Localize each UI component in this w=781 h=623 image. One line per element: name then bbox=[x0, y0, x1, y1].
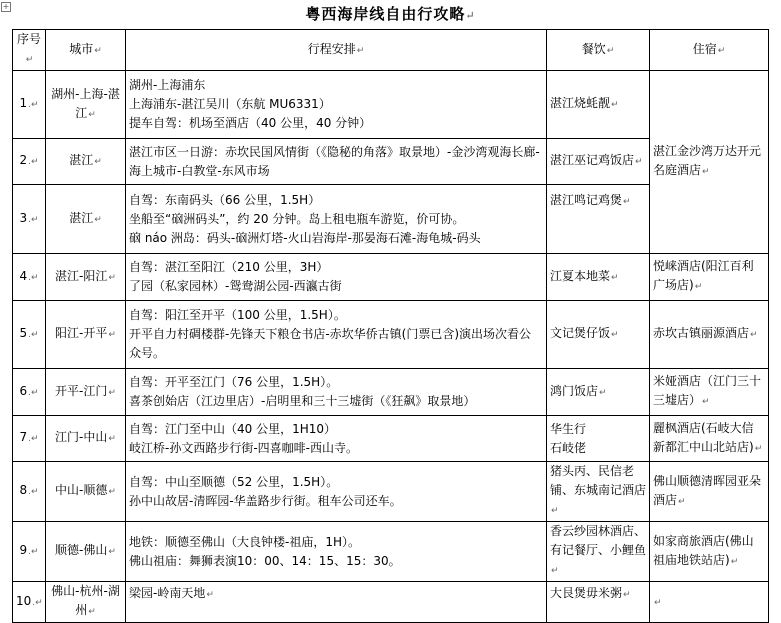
cell-hotel: 赤坎古镇丽源酒店↵ bbox=[650, 301, 769, 369]
cell-city: 江门-中山↵ bbox=[46, 416, 126, 462]
cell-city: 湛江↵ bbox=[46, 139, 126, 185]
paragraph-mark-icon: ↵ bbox=[465, 9, 476, 22]
cell-city: 阳江-开平↵ bbox=[46, 301, 126, 369]
table-row bbox=[13, 369, 769, 416]
cell-city: 中山-顺德↵ bbox=[46, 462, 126, 522]
cell-hotel: 佛山顺德清晖园亚朵酒店↵ bbox=[650, 462, 769, 522]
cell-itinerary: 湛江市区一日游：赤坎民国风情街（《隐秘的角落》取景地）-金沙湾观海长廊-海上城市-白教堂-东风市场 bbox=[126, 139, 547, 185]
table-row bbox=[13, 522, 769, 582]
cell-city: 佛山-杭州-湖州↵ bbox=[46, 582, 126, 623]
header-city: 城市↵ bbox=[46, 30, 126, 71]
itinerary-table bbox=[12, 29, 769, 623]
header-hotel: 住宿↵ bbox=[650, 30, 769, 71]
cell-city: 湖州-上海-湛江↵ bbox=[46, 71, 126, 139]
cell-itinerary: 自驾：中山至顺德（52 公里，1.5H）。 孙中山故居-清晖园-华盖路步行街。租车公司还车。 bbox=[126, 462, 547, 522]
cell-food: 湛江巫记鸡饭店↵ bbox=[547, 139, 650, 185]
cell-no: 5.↵ bbox=[13, 301, 46, 369]
cell-food: 猪头丙、民信老铺、东城南记酒店↵ bbox=[547, 462, 650, 522]
table-row bbox=[13, 254, 769, 301]
cell-no: 2.↵ bbox=[13, 139, 46, 185]
cell-no: 4.↵ bbox=[13, 254, 46, 301]
cell-hotel-merged: 湛江金沙湾万达开元名庭酒店↵ bbox=[650, 71, 769, 254]
cell-city: 湛江↵ bbox=[46, 185, 126, 254]
header-food: 餐饮↵ bbox=[547, 30, 650, 71]
table-row bbox=[13, 416, 769, 462]
table-row bbox=[13, 71, 769, 139]
title-text: 粤西海岸线自由行攻略 bbox=[305, 5, 466, 23]
cell-itinerary: 自驾：开平至江门（76 公里，1.5H）。 喜茶创始店（江边里店）-启明里和三十三墟街（《狂飙》取景地） bbox=[126, 369, 547, 416]
cell-itinerary: 自驾：东南码头（66 公里，1.5H） 坐船至“硇洲码头”，约 20 分钟。岛上租电瓶车游览，价可协。 硇 náo 洲岛：码头-硇洲灯塔-火山岩海岸-那晏海石滩-海龟城-码头 bbox=[126, 185, 547, 254]
cell-hotel: 麗枫酒店(石岐大信新都汇中山北站店)↵ bbox=[650, 416, 769, 462]
page-title bbox=[0, 3, 781, 24]
cell-food: 大艮煲毋米粥↵ bbox=[547, 582, 650, 623]
cell-food: 香云纱园林酒店、有记餐厅、小鲤鱼↵ bbox=[547, 522, 650, 582]
cell-no: 8.↵ bbox=[13, 462, 46, 522]
cell-food: 华生行 石岐佬 bbox=[547, 416, 650, 462]
table-anchor-icon[interactable]: + bbox=[2, 2, 10, 11]
cell-food: 湛江烧蚝靓↵ bbox=[547, 71, 650, 139]
cell-hotel: 如家商旅酒店(佛山祖庙地铁站店)↵ bbox=[650, 522, 769, 582]
cell-itinerary: 湖州-上海浦东 上海浦东-湛江吴川（东航 MU6331） 提车自驾：机场至酒店（40 公里，40 分钟） bbox=[126, 71, 547, 139]
cell-no: 1.↵ bbox=[13, 71, 46, 139]
table-row bbox=[13, 301, 769, 369]
table-row bbox=[13, 462, 769, 522]
header-no: 序号↵ bbox=[13, 30, 46, 71]
header-itinerary: 行程安排↵ bbox=[126, 30, 547, 71]
cell-itinerary: 自驾：湛江至阳江（210 公里，3H） 了园（私家园林）-鸳鸯湖公园-西瀛古街 bbox=[126, 254, 547, 301]
cell-itinerary: 梁园-岭南天地↵ bbox=[126, 582, 547, 623]
cell-no: 7.↵ bbox=[13, 416, 46, 462]
cell-hotel: 米娅酒店（江门三十三墟店）↵ bbox=[650, 369, 769, 416]
table-header-row bbox=[13, 30, 769, 71]
cell-no: 3.↵ bbox=[13, 185, 46, 254]
cell-food: 湛江鸣记鸡煲↵ bbox=[547, 185, 650, 254]
cell-itinerary: 自驾：江门至中山（40 公里，1H10） 岐江桥-孙文西路步行街-四喜咖啡-西山寺。 bbox=[126, 416, 547, 462]
cell-hotel: 悦崃酒店(阳江百利广场店)↵ bbox=[650, 254, 769, 301]
cell-food: 鸿门饭店↵ bbox=[547, 369, 650, 416]
cell-itinerary: 地铁：顺德至佛山（大良钟楼-祖庙，1H）。 佛山祖庙：舞狮表演10：00、14：15、15：30。 bbox=[126, 522, 547, 582]
cell-no: 9.↵ bbox=[13, 522, 46, 582]
cell-no: 6.↵ bbox=[13, 369, 46, 416]
cell-hotel: ↵ bbox=[650, 582, 769, 623]
cell-city: 开平-江门↵ bbox=[46, 369, 126, 416]
cell-city: 湛江-阳江↵ bbox=[46, 254, 126, 301]
cell-city: 顺德-佛山↵ bbox=[46, 522, 126, 582]
cell-food: 文记煲仔饭↵ bbox=[547, 301, 650, 369]
table-row bbox=[13, 582, 769, 623]
cell-food: 江夏本地菜↵ bbox=[547, 254, 650, 301]
cell-no: 10.↵ bbox=[13, 582, 46, 623]
cell-itinerary: 自驾：阳江至开平（100 公里，1.5H）。 开平自力村碉楼群-先锋天下粮仓书店-赤坎华侨古镇(门票已含)演出场次看公众号。 bbox=[126, 301, 547, 369]
